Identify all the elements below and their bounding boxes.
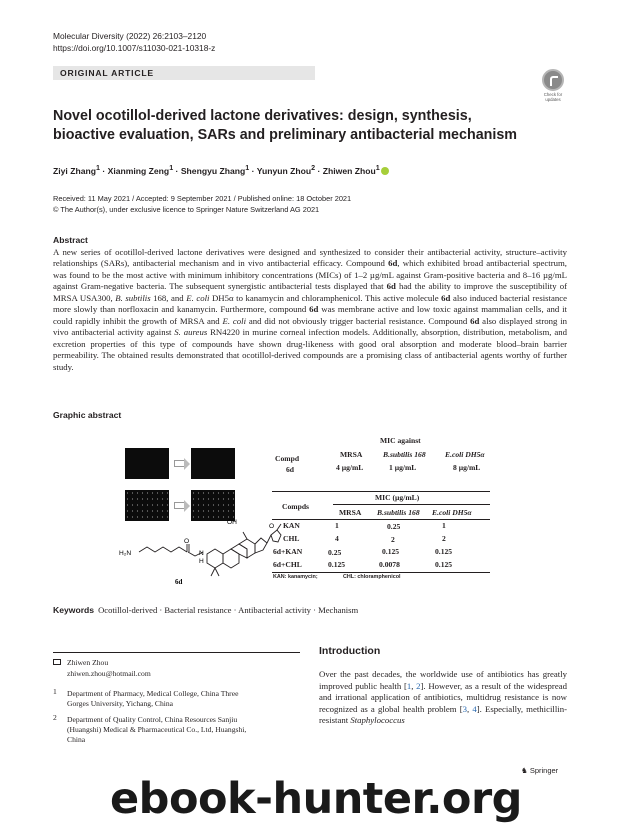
citation-link[interactable]: 2	[416, 680, 421, 691]
abstract-text: A new series of ocotillol-derived lactone derivatives were designed and synthesized to consider their antibacterial activity, structure–activity relationships (SARs), antibacterial mechanism and in vivo antibacterial efficacy. Compound 6d, which exhibited broad antibacterial spectrum, was found to be the most active with minimum inhibitory concentrations (MICs) of 1–2 µg/mL against Gram-positive bacteria and 8–16 µg/mL against Gram-negative bacteria. The subsequent synergistic antibacterial tests displayed that 6d had the ability to improve the susceptibility of MRSA USA300, B. subtilis 168, and E. coli DH5α to kanamycin and chloramphenicol. This active molecule 6d also induced bacterial resistance more slowly than norfloxacin and kanamycin. Furthermore, compound 6d was membrane active and low toxic against mammalian cells, and it could rapidly inhibit the growth of MRSA and E. coli and did not obviously trigger bacterial resistance. Compound 6d also displayed strong in vivo antibacterial activity against S. aureus RN4220 in murine corneal infection models. Additionally, absorption, distribution, metabolism, and excretion properties of this type of compounds have shown drug-likeness with good oral absorption and moderate blood–brain barrier permeability. The obtained results demonstrated that ocotillol-derived compounds are a promising class of antibacterial agents worthy of further study.	[53, 247, 568, 372]
author-list	[53, 164, 389, 176]
mic-val-ecoli: 8 µg/mL	[453, 463, 481, 472]
table-footnote-kan: KAN: kanamycin;	[273, 574, 318, 580]
affiliation-1-line: Gorges University, Yichang, China	[67, 699, 174, 709]
mic-col-ecoli: E.coli DH5α	[445, 450, 485, 459]
keywords-label: Keywords	[53, 605, 95, 615]
publisher-name: Springer	[529, 766, 559, 775]
mic-against-label: MIC against	[380, 436, 421, 445]
table-rule-head	[272, 519, 490, 520]
author-sep: ·	[249, 165, 257, 176]
springer-horse-icon: ♞	[521, 766, 530, 775]
affiliation-2-line: Department of Quality Control, China Resources Sanjiu	[67, 715, 238, 724]
arrow-icon	[174, 460, 184, 467]
introduction-heading: Introduction	[319, 645, 381, 657]
doi-link[interactable]: https://doi.org/10.1007/s11030-021-10318-z	[53, 43, 216, 53]
molecule-6d-structure	[115, 488, 285, 588]
mol-nitrogen-label: N	[199, 550, 204, 557]
watermark-text: ebook-hunter.org	[110, 774, 522, 824]
table-col-mrsa: MRSA	[339, 508, 362, 517]
table-rule-sub	[333, 504, 490, 505]
mol-lactone-o: O	[269, 523, 275, 530]
table-cell: 2	[442, 534, 446, 543]
table-cell: 0.125	[435, 560, 453, 569]
mic-col-mrsa: MRSA	[340, 450, 363, 459]
table-cell: 1	[442, 521, 446, 530]
introduction-text: Over the past decades, the worldwide use of antibiotics has greatly improved public health [1, 2]. However, as a result of the widespread and irrational application of antibiotics, multidrug resistance is now recognized as a global health problem [3, 4]. Especially, methicillin-resistant Staphylococcus	[319, 669, 567, 725]
check-updates-label: Check for updates	[543, 92, 563, 102]
affiliation-sup: 1	[169, 164, 174, 172]
mol-hydroxyl-label: OH	[227, 519, 237, 526]
copyright-line: © The Author(s), under exclusive licence to Springer Nature Switzerland AG 2021	[53, 204, 320, 214]
table-cell: 4	[335, 534, 339, 543]
affiliation-sup: 1	[375, 164, 380, 172]
article-type-badge: ORIGINAL ARTICLE	[53, 66, 315, 80]
mol-carbonyl-o: O	[184, 538, 190, 545]
table-rule-top	[272, 491, 490, 492]
table-row-name: 6d+CHL	[273, 560, 302, 569]
author-name[interactable]: Xianming Zeng	[107, 165, 170, 176]
mic-val-bsub: 1 µg/mL	[389, 463, 417, 472]
table-rule-bottom	[272, 572, 490, 573]
table-footnote-chl: CHL: chloramphenicol	[343, 574, 401, 580]
table-cell: 0.25	[387, 522, 401, 531]
footnote-rule	[53, 652, 300, 653]
journal-header	[53, 30, 215, 54]
table-row-name: 6d+KAN	[273, 547, 303, 556]
author-sep: ·	[99, 165, 108, 176]
affiliation-sup: 1	[95, 164, 100, 172]
microscopy-image-control-2	[191, 448, 235, 479]
affiliation-sup: 1	[245, 164, 250, 172]
orcid-icon[interactable]	[381, 167, 389, 175]
check-updates-icon	[542, 69, 564, 91]
author-sep: ·	[173, 165, 181, 176]
citation-link[interactable]: 4	[472, 703, 477, 714]
affiliation-2-number: 2	[53, 713, 57, 722]
author-name[interactable]: Yunyun Zhou	[256, 165, 312, 176]
table-cell: 0.125	[435, 547, 453, 556]
affiliation-2-line: China	[67, 735, 86, 745]
table-row-name: CHL	[283, 534, 300, 543]
author-name[interactable]: Ziyi Zhang	[53, 165, 96, 176]
journal-citation: Molecular Diversity (2022) 26:2103–2120	[53, 31, 207, 41]
mol-compound-label: 6d	[175, 578, 183, 586]
table-cell: 2	[391, 535, 395, 544]
table-title: MIC (µg/mL)	[375, 493, 420, 502]
table-cell: 0.125	[382, 547, 400, 556]
corresponding-author	[53, 658, 108, 668]
keywords-line	[53, 605, 358, 615]
envelope-icon	[53, 659, 61, 665]
affiliation-sup: 2	[311, 164, 316, 172]
mol-amine-label: H₂N	[119, 550, 132, 557]
author-name[interactable]: Zhiwen Zhou	[322, 165, 376, 176]
table-cell: 0.125	[328, 560, 346, 569]
citation-link[interactable]: 1	[406, 680, 412, 691]
article-title: Novel ocotillol-derived lactone derivatives: design, synthesis, bioactive evaluation, SARs and preliminary antibacterial mechanism	[53, 108, 518, 143]
affiliation-1-number: 1	[53, 687, 57, 696]
compd-label: Compd	[275, 454, 300, 463]
mic-col-bsub: B.subtilis 168	[383, 450, 426, 459]
table-col-bsub: B.subtilis 168	[377, 508, 420, 517]
table-cell: 0.25	[328, 548, 342, 557]
mol-h-label: H	[199, 558, 204, 565]
affiliation-2	[67, 715, 246, 746]
check-for-updates-button[interactable]	[539, 69, 567, 101]
table-cell: 0.0078	[379, 560, 400, 569]
affiliation-1	[67, 689, 238, 709]
graphic-abstract-figure	[115, 428, 503, 588]
mic-val-mrsa: 4 µg/mL	[336, 463, 364, 472]
microscopy-image-control	[125, 448, 169, 479]
keywords-text: Ocotillol-derived · Bacterial resistance · Antibacterial activity · Mechanism	[98, 605, 359, 615]
author-name[interactable]: Shengyu Zhang	[180, 165, 246, 176]
corresponding-name: Zhiwen Zhou	[67, 658, 109, 667]
publisher-logo	[521, 766, 558, 775]
publication-history: Received: 11 May 2021 / Accepted: 9 September 2021 / Published online: 18 October 2021	[53, 194, 352, 203]
corresponding-email[interactable]: zhiwen.zhou@hotmail.com	[67, 669, 151, 678]
author-sep: ·	[315, 165, 323, 176]
article-dates	[53, 194, 351, 215]
table-cell: 1	[335, 521, 339, 530]
abstract-heading: Abstract	[53, 235, 88, 245]
table-col-ecoli: E.coli DH5α	[432, 508, 472, 517]
table-compds-header: Compds	[282, 502, 310, 511]
affiliation-1-line: Department of Pharmacy, Medical College, China Three	[67, 689, 239, 698]
affiliation-2-line: (Huangshi) Medical & Pharmaceutical Co., Ltd, Huangshi,	[67, 725, 247, 735]
citation-link[interactable]: 3	[462, 703, 468, 714]
graphic-abstract-heading: Graphic abstract	[53, 410, 122, 420]
compd-id: 6d	[286, 465, 295, 474]
table-row-name: KAN	[283, 521, 300, 530]
